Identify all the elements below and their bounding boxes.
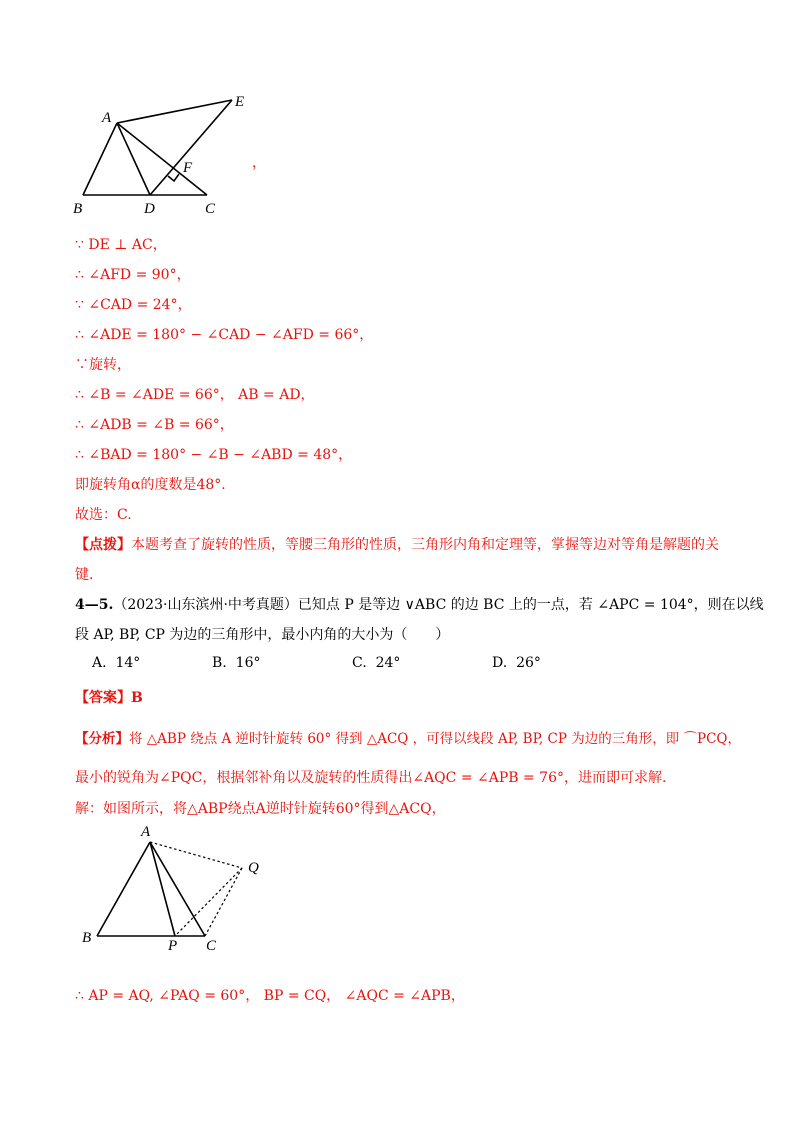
step-line: ∴ ∠B = ∠ADE = 66°， AB = AD， <box>75 387 315 403</box>
option-b: B. 16° <box>212 655 261 671</box>
step-line: ∵ ∠CAD = 24°， <box>75 297 192 313</box>
fig1-trailing-comma: ， <box>252 155 266 171</box>
tip-text: 本题考查了旋转的性质，等腰三角形的性质，三角形内角和定理等，掌握等边对等角是解题的关 <box>131 537 719 553</box>
analysis-line-3: 解：如图所示，将△ABP绕点A逆时针旋转60°得到△ACQ， <box>75 801 446 817</box>
step-line: 故选：C. <box>75 507 132 523</box>
step-line: ∴ ∠AFD = 90°， <box>75 267 191 283</box>
fig1-label-b: B <box>73 201 83 217</box>
answer-tag: 【答案】 <box>75 690 131 706</box>
answer-value: B <box>131 690 143 706</box>
question-line-2: 段 AP, BP, CP 为边的三角形中，最小内角的大小为（ ） <box>75 627 450 643</box>
figure-equilateral-rotation <box>75 820 275 955</box>
fig2-label-b: B <box>82 930 92 946</box>
step-line: ∴ ∠ADE = 180° − ∠CAD − ∠AFD = 66°， <box>75 327 374 343</box>
option-a: A. 14° <box>92 655 141 671</box>
question-line-1 <box>75 594 764 614</box>
analysis-line-1 <box>75 727 741 747</box>
fig1-label-d: D <box>144 201 155 217</box>
final-line: ∴ AP = AQ, ∠PAQ = 60°， BP = CQ， ∠AQC = ∠APB， <box>75 988 465 1004</box>
analysis-text: 将 △ABP 绕点 A 逆时针旋转 60° 得到 △ACQ ，可得以线段 AP, BP, CP 为边的三角形，即 ⌒PCQ， <box>129 731 741 747</box>
fig1-label-e: E <box>235 94 245 110</box>
fig1-label-f: F <box>183 160 193 176</box>
step-line: ∵ DE ⊥ AC， <box>75 237 167 253</box>
step-line: 即旋转角α的度数是48°. <box>75 477 226 493</box>
fig1-label-a: A <box>102 110 112 126</box>
option-d: D. 26° <box>492 655 541 671</box>
fig2-label-a: A <box>141 824 151 840</box>
fig2-label-p: P <box>168 938 178 954</box>
question-text: （2023·山东滨州·中考真题）已知点 P 是等边 ∨ABC 的边 BC 上的一点，若 ∠APC = 104°，则在以线 <box>113 597 764 613</box>
tip-line-2: 键. <box>75 567 94 583</box>
fig2-label-c: C <box>206 938 217 954</box>
tip-tag: 【点拨】 <box>75 537 131 553</box>
answer-line <box>75 687 143 707</box>
step-line: ∴ ∠ADB = ∠B = 66°， <box>75 417 234 433</box>
option-c: C. 24° <box>352 655 401 671</box>
analysis-line-2: 最小的锐角为∠PQC，根据邻补角以及旋转的性质得出∠AQC = ∠APB = 76°，进而即可求解. <box>75 770 667 786</box>
fig2-label-q: Q <box>248 860 259 876</box>
step-line: ∵旋转， <box>75 357 131 373</box>
tip-line-1 <box>75 534 719 554</box>
step-line: ∴ ∠BAD = 180° − ∠B − ∠ABD = 48°， <box>75 447 353 463</box>
analysis-tag: 【分析】 <box>75 731 129 747</box>
fig1-label-c: C <box>205 201 216 217</box>
question-number: 4—5. <box>75 597 114 613</box>
